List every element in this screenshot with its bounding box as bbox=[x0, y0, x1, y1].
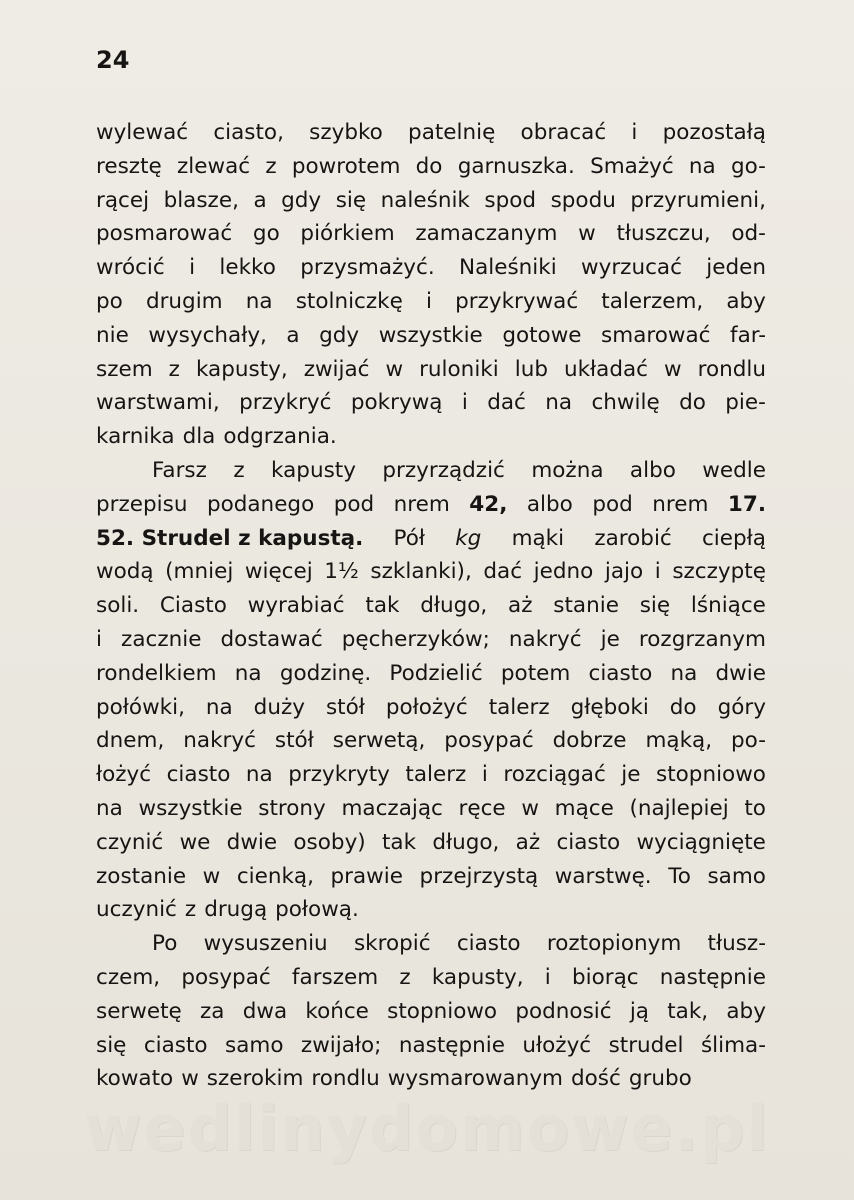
word: zacznie bbox=[121, 626, 202, 652]
word: rącej bbox=[96, 187, 150, 213]
word: jajo bbox=[604, 559, 644, 585]
text-line bbox=[96, 522, 766, 556]
word: na bbox=[670, 660, 698, 686]
word: ciepłą bbox=[701, 525, 766, 551]
word: to bbox=[744, 795, 766, 821]
word: stopniowo bbox=[387, 998, 498, 1024]
word: na bbox=[545, 390, 573, 416]
word: soli. bbox=[96, 593, 140, 619]
word: rozciągać bbox=[503, 762, 606, 788]
word: przyrumieni, bbox=[630, 187, 766, 213]
text-line bbox=[96, 792, 766, 826]
word: do bbox=[669, 694, 697, 720]
word: dać bbox=[483, 559, 523, 585]
word: się bbox=[335, 187, 367, 213]
word: (mniej bbox=[165, 559, 234, 585]
word: samo bbox=[225, 1032, 284, 1058]
word: posypać bbox=[444, 728, 534, 754]
word: połówki, bbox=[96, 694, 185, 720]
word: uczynić bbox=[96, 897, 177, 923]
word: wylewać bbox=[96, 120, 189, 145]
word: szerokim bbox=[206, 1066, 304, 1092]
word: w bbox=[181, 1066, 199, 1092]
word: rondlu bbox=[311, 1066, 380, 1092]
text-line bbox=[96, 353, 766, 387]
word: w bbox=[202, 863, 221, 889]
word: przejrzystą bbox=[419, 863, 539, 889]
word: ciasto bbox=[456, 931, 521, 957]
word: długo, bbox=[420, 593, 488, 619]
word: szybko bbox=[309, 120, 383, 145]
word: go bbox=[252, 221, 280, 247]
word: i bbox=[96, 626, 102, 652]
word: i bbox=[631, 120, 638, 145]
word: Smażyć bbox=[590, 153, 674, 179]
word: z bbox=[184, 897, 197, 923]
word: biorąc bbox=[571, 964, 639, 990]
page-number: 24 bbox=[96, 46, 130, 74]
word: posmarować bbox=[96, 221, 233, 247]
text-line bbox=[96, 150, 766, 184]
word: chwilę bbox=[591, 390, 660, 416]
word: lekko bbox=[219, 255, 276, 281]
word: kapusty, bbox=[195, 356, 288, 382]
word: i bbox=[544, 964, 551, 990]
word: piórkiem bbox=[300, 221, 395, 247]
word: odgrzania. bbox=[223, 424, 337, 450]
word: pokrywą bbox=[350, 390, 443, 416]
word: wysychały, bbox=[148, 322, 267, 348]
word: dwie bbox=[715, 660, 766, 686]
word: kapusty bbox=[271, 457, 356, 483]
word: do bbox=[415, 153, 443, 179]
word: pod bbox=[333, 491, 375, 517]
word: przyrządzić bbox=[382, 457, 505, 483]
word: dość bbox=[571, 1066, 621, 1092]
word: zlewać bbox=[177, 153, 251, 179]
word: pęcherzyków; bbox=[341, 626, 490, 652]
word: połową. bbox=[275, 897, 359, 923]
word: rondelkiem bbox=[96, 660, 217, 686]
word: można bbox=[531, 457, 604, 483]
word: lśniące bbox=[690, 593, 766, 619]
word: końce bbox=[305, 998, 369, 1024]
word: talerz bbox=[405, 762, 467, 788]
word: stopniowo bbox=[656, 762, 766, 788]
word: roztopionym bbox=[546, 931, 682, 957]
word: Podzielić bbox=[389, 660, 483, 686]
word: gdy bbox=[281, 187, 322, 213]
word: ciasto bbox=[556, 829, 621, 855]
word: maczając bbox=[341, 795, 443, 821]
word: 52. Strudel z kapustą. bbox=[96, 525, 364, 551]
word: 17. bbox=[727, 491, 766, 517]
word: tak bbox=[365, 593, 400, 619]
word: kg bbox=[455, 525, 482, 551]
word: z bbox=[399, 964, 411, 990]
word: dobrze bbox=[552, 728, 627, 754]
word: serwetą, bbox=[332, 728, 426, 754]
word: po- bbox=[731, 728, 766, 754]
word: dać bbox=[487, 390, 526, 416]
word: rondlu bbox=[697, 356, 766, 382]
word: ręce bbox=[458, 795, 506, 821]
word: zwijać bbox=[303, 356, 370, 382]
word: przepisu bbox=[96, 491, 188, 517]
word: godzinę. bbox=[279, 660, 372, 686]
word: ciasto bbox=[588, 660, 653, 686]
text-line bbox=[96, 826, 766, 860]
word: na bbox=[688, 153, 716, 179]
text-line bbox=[96, 623, 766, 657]
word: w bbox=[385, 356, 404, 382]
word: się bbox=[639, 593, 671, 619]
word: drugą bbox=[204, 897, 268, 923]
text-line bbox=[96, 1029, 766, 1063]
text-line bbox=[96, 217, 766, 251]
word: samo bbox=[707, 863, 766, 889]
word: przysmażyć. bbox=[300, 255, 435, 281]
word: i bbox=[189, 255, 196, 281]
word: góry bbox=[717, 694, 766, 720]
word: wszystkie bbox=[378, 322, 483, 348]
word: dnem, bbox=[96, 728, 165, 754]
word: a bbox=[286, 322, 300, 348]
word: powrotem bbox=[291, 153, 401, 179]
word: zostanie bbox=[96, 863, 187, 889]
word: dostawać bbox=[220, 626, 323, 652]
word: Ciasto bbox=[159, 593, 227, 619]
text-line bbox=[96, 454, 766, 488]
word: pozostałą bbox=[662, 120, 766, 145]
word: tłusz- bbox=[707, 931, 766, 957]
word: pod bbox=[592, 491, 633, 517]
word: do bbox=[679, 390, 706, 416]
word: kowato bbox=[96, 1066, 174, 1092]
word: aby bbox=[726, 288, 766, 314]
word: na bbox=[205, 694, 233, 720]
word: patelnię bbox=[408, 120, 496, 145]
word: resztę bbox=[96, 153, 162, 179]
word: albo bbox=[629, 457, 676, 483]
word: nakryć bbox=[508, 626, 582, 652]
word: serwetę bbox=[96, 998, 182, 1024]
word: talerzem, bbox=[601, 288, 704, 314]
text-line bbox=[96, 758, 766, 792]
word: dla bbox=[182, 424, 216, 450]
word: czem, bbox=[96, 964, 161, 990]
word: ciasto bbox=[143, 1032, 208, 1058]
word: na bbox=[245, 288, 273, 314]
text-line bbox=[96, 116, 766, 150]
word: go- bbox=[730, 153, 766, 179]
word: tak bbox=[381, 829, 417, 855]
word: się bbox=[96, 1032, 127, 1058]
word: ślima- bbox=[700, 1032, 766, 1058]
word: położyć bbox=[385, 694, 468, 720]
word: kapusty, bbox=[431, 964, 524, 990]
word: nrem bbox=[393, 491, 450, 517]
word: następnie bbox=[659, 964, 766, 990]
word: karnika bbox=[96, 424, 175, 450]
text-line bbox=[96, 691, 766, 725]
word: spodu bbox=[550, 187, 616, 213]
word: w bbox=[521, 795, 539, 821]
word: głęboki bbox=[570, 694, 649, 720]
word: ciasto bbox=[166, 762, 231, 788]
word: osoby) bbox=[293, 829, 366, 855]
word: stół bbox=[325, 694, 365, 720]
word: warstwę. bbox=[554, 863, 652, 889]
word: z bbox=[265, 153, 277, 179]
word: mąki bbox=[511, 525, 565, 551]
word: smarować bbox=[601, 322, 711, 348]
word: przykryty bbox=[288, 762, 390, 788]
word: z bbox=[233, 457, 245, 483]
word: aby bbox=[726, 998, 766, 1024]
word: czynić bbox=[96, 829, 164, 855]
word: mąką, bbox=[645, 728, 713, 754]
word: gdy bbox=[319, 322, 360, 348]
word: przykrywać bbox=[455, 288, 579, 314]
word: garnuszka. bbox=[457, 153, 575, 179]
word: dwa bbox=[242, 998, 288, 1024]
word: zwijało; bbox=[300, 1032, 382, 1058]
word: wszystkie bbox=[138, 795, 243, 821]
word: po bbox=[96, 288, 123, 314]
word: je bbox=[621, 762, 641, 788]
word: nrem bbox=[652, 491, 709, 517]
word: farszem bbox=[291, 964, 379, 990]
text-line bbox=[96, 319, 766, 353]
word: a bbox=[253, 187, 267, 213]
word: długo, bbox=[432, 829, 500, 855]
word: aż bbox=[508, 593, 533, 619]
text-line bbox=[96, 589, 766, 623]
word: zamaczanym bbox=[415, 221, 558, 247]
word: nakryć bbox=[183, 728, 256, 754]
word: na bbox=[96, 795, 123, 821]
text-line bbox=[96, 860, 766, 894]
word: 42, bbox=[469, 491, 508, 517]
word: stanie bbox=[553, 593, 619, 619]
word: ją bbox=[629, 998, 649, 1024]
word: talerz bbox=[488, 694, 550, 720]
word: 1½ bbox=[324, 559, 359, 585]
word: w bbox=[663, 356, 682, 382]
text-line bbox=[96, 420, 766, 454]
word: jeden bbox=[706, 255, 766, 281]
text-line bbox=[96, 184, 766, 218]
text-line bbox=[96, 285, 766, 319]
word: wyrabiać bbox=[247, 593, 345, 619]
word: strudel bbox=[608, 1032, 684, 1058]
word: szklanki), bbox=[370, 559, 472, 585]
word: ruloniki bbox=[419, 356, 499, 382]
word: łożyć bbox=[96, 762, 152, 788]
word: blasze, bbox=[163, 187, 239, 213]
word: grubo bbox=[628, 1066, 692, 1092]
word: potem bbox=[500, 660, 571, 686]
text-line bbox=[96, 927, 766, 961]
word: przykryć bbox=[239, 390, 332, 416]
word: we bbox=[179, 829, 211, 855]
text-line bbox=[96, 251, 766, 285]
word: wedle bbox=[702, 457, 766, 483]
word: podanego bbox=[206, 491, 315, 517]
word: albo bbox=[526, 491, 573, 517]
word: rozgrzanym bbox=[638, 626, 766, 652]
text-line bbox=[96, 488, 766, 522]
word: aż bbox=[515, 829, 541, 855]
word: wrócić bbox=[96, 255, 165, 281]
word: Farsz bbox=[152, 457, 207, 483]
word: zarobić bbox=[594, 525, 672, 551]
text-line bbox=[96, 386, 766, 420]
word: szczyptę bbox=[672, 559, 766, 585]
word: szem bbox=[96, 356, 153, 382]
word: za bbox=[200, 998, 225, 1024]
word: i bbox=[425, 288, 432, 314]
word: je bbox=[600, 626, 620, 652]
word: z bbox=[168, 356, 180, 382]
word: Pół bbox=[393, 525, 426, 551]
word: układać bbox=[563, 356, 648, 382]
text-line bbox=[96, 724, 766, 758]
word: stolniczkę bbox=[295, 288, 403, 314]
word: na bbox=[245, 762, 273, 788]
word: na bbox=[234, 660, 262, 686]
word: ułożyć bbox=[522, 1032, 592, 1058]
word: nie bbox=[96, 322, 129, 348]
word: tłuszczu, bbox=[616, 221, 711, 247]
word: i bbox=[461, 390, 468, 416]
word: następnie bbox=[398, 1032, 505, 1058]
text-line bbox=[96, 555, 766, 589]
word: cienką, bbox=[236, 863, 314, 889]
word: stół bbox=[274, 728, 314, 754]
word: warstwami, bbox=[96, 390, 220, 416]
word: prawie bbox=[330, 863, 403, 889]
word: obracać bbox=[520, 120, 607, 145]
word: i bbox=[654, 559, 661, 585]
word: posypać bbox=[181, 964, 271, 990]
recipe-text bbox=[96, 116, 766, 1096]
word: i bbox=[481, 762, 488, 788]
word: Naleśniki bbox=[459, 255, 557, 281]
word: wyrzucać bbox=[581, 255, 682, 281]
word: podnosić bbox=[515, 998, 612, 1024]
word: skropić bbox=[353, 931, 431, 957]
word: pie- bbox=[725, 390, 766, 416]
word: To bbox=[668, 863, 691, 889]
word: mące bbox=[554, 795, 614, 821]
word: w bbox=[578, 221, 596, 247]
word: spod bbox=[484, 187, 537, 213]
word: ciasto, bbox=[213, 120, 284, 145]
word: Po bbox=[152, 931, 178, 957]
text-line bbox=[96, 657, 766, 691]
word: dwie bbox=[226, 829, 278, 855]
word: od- bbox=[731, 221, 766, 247]
word: (najlepiej bbox=[629, 795, 729, 821]
word: wyciągnięte bbox=[636, 829, 766, 855]
text-line bbox=[96, 961, 766, 995]
word: duży bbox=[253, 694, 305, 720]
word: jedno bbox=[533, 559, 594, 585]
text-line bbox=[96, 893, 766, 927]
word: wodą bbox=[96, 559, 154, 585]
word: tak, bbox=[667, 998, 709, 1024]
word: lub bbox=[514, 356, 548, 382]
watermark: wedlinydomowe.pl bbox=[84, 1092, 770, 1165]
word: far- bbox=[730, 322, 766, 348]
word: wysuszeniu bbox=[203, 931, 328, 957]
word: strony bbox=[258, 795, 326, 821]
word: wysmarowanym bbox=[387, 1066, 563, 1092]
text-line bbox=[96, 995, 766, 1029]
word: więcej bbox=[244, 559, 313, 585]
word: gotowe bbox=[502, 322, 582, 348]
word: naleśnik bbox=[380, 187, 470, 213]
word: drugim bbox=[145, 288, 223, 314]
